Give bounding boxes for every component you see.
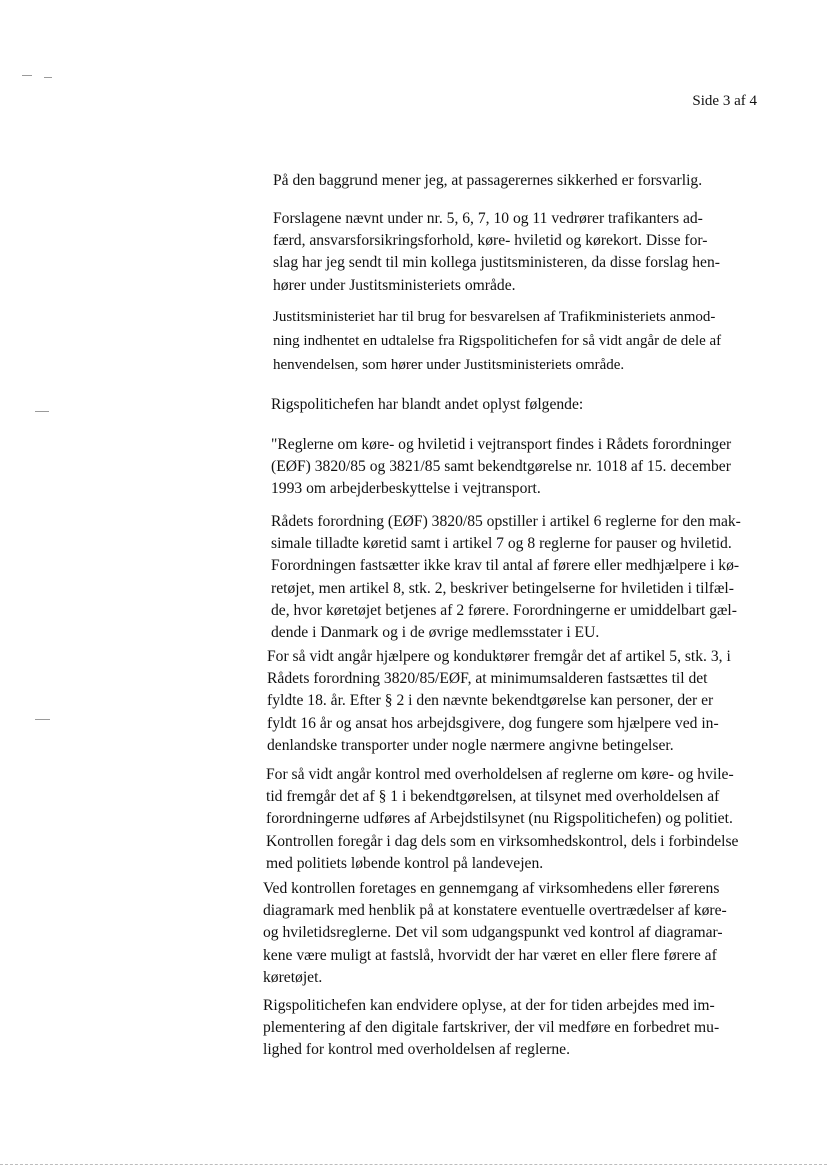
text-line: tid fremgår det af § 1 i bekendtgørelsen, at tilsynet med overholdelsen af [266, 788, 720, 806]
text-line: og hviletidsreglerne. Det vil som udgangspunkt ved kontrol af diagramar- [263, 924, 723, 942]
paragraph-control [266, 764, 738, 875]
text-line: plementering af den digitale fartskriver, der vil medføre en forbedret mu- [263, 1019, 720, 1037]
paragraph-ministry-statement [273, 305, 721, 377]
paragraph-inspection [263, 878, 727, 989]
text-line: (EØF) 3820/85 og 3821/85 samt bekendtgørelse nr. 1018 af 15. december [271, 458, 731, 476]
text-line: Kontrollen foregår i dag dels som en virksomhedskontrol, dels i forbindelse [266, 832, 739, 850]
text-line: forordningerne udføres af Arbejdstilsynet (nu Rigspolitichefen) og politiet. [266, 810, 733, 828]
text-line: simale tilladte køretid samt i artikel 7 og 8 reglerne for pauser og hviletid. [271, 535, 732, 553]
text-line: Forslagene nævnt under nr. 5, 6, 7, 10 og 11 vedrører trafikanters ad- [273, 210, 703, 227]
text-line: På den baggrund mener jeg, at passagerernes sikkerhed er forsvarlig. [273, 172, 703, 189]
text-line: For så vidt angår kontrol med overholdelsen af reglerne om køre- og hvile- [266, 766, 734, 783]
paragraph-helpers-conductors [267, 646, 731, 757]
text-line: ning indhentet en udtalelse fra Rigspolitichefen for så vidt angår de dele af [273, 333, 722, 349]
text-line: denlandske transporter under nogle nærmere angivne betingelser. [267, 736, 674, 754]
text-line: fyldte 18. år. Efter § 2 i den nævnte bekendtgørelse kan personer, der er [267, 692, 714, 710]
text-line: slag har jeg sendt til min kollega justitsministeren, da disse forslag hen- [273, 254, 720, 272]
text-line: retøjet, men artikel 8, stk. 2, beskriver betingelserne for hviletiden i tilfæl- [271, 579, 734, 597]
page-bottom-edge [0, 1164, 827, 1165]
text-line: kene være muligt at fastslå, hvorvidt der har været en eller flere førere af [263, 946, 717, 964]
paragraph-council-regulation [271, 511, 741, 644]
paragraph-intro-quote [271, 394, 583, 416]
paragraph-forwarded-proposals [273, 208, 720, 297]
paragraph-conclusion [273, 170, 702, 192]
text-line: køretøjet. [263, 968, 323, 986]
text-line: Rigspolitichefen kan endvidere oplyse, at der for tiden arbejdes med im- [263, 997, 715, 1014]
text-line: med politiets løbende kontrol på landevejen. [266, 854, 544, 872]
text-line: lighed for kontrol med overholdelsen af reglerne. [263, 1041, 571, 1059]
text-line: Rigspolitichefen har blandt andet oplyst følgende: [271, 396, 584, 413]
scan-mark [35, 719, 50, 720]
text-line: Justitsministeriet har til brug for besvarelsen af Trafikministeriets anmod- [273, 309, 716, 325]
text-line: Rådets forordning (EØF) 3820/85 opstiller i artikel 6 reglerne for den mak- [271, 513, 741, 530]
scan-mark [22, 75, 32, 76]
text-line: Ved kontrollen foretages en gennemgang af virksomhedens eller førerens [263, 880, 720, 897]
text-line: diagramark med henblik på at konstatere eventuelle overtrædelser af køre- [263, 902, 727, 920]
text-line: de, hvor køretøjet betjenes af 2 førere. Forordningerne er umiddelbart gæl- [271, 601, 737, 619]
text-line: fyldt 16 år og ansat hos arbejdsgivere, dog fungere som hjælpere ved in- [267, 714, 719, 732]
paragraph-digital-tachograph [263, 995, 719, 1062]
text-line: henvendelsen, som hører under Justitsministeriets område. [273, 357, 625, 373]
text-line: Forordningen fastsætter ikke krav til antal af førere eller medhjælpere i kø- [271, 557, 740, 575]
paragraph-regulations [271, 434, 731, 501]
scan-mark [35, 411, 49, 412]
text-line: "Reglerne om køre- og hviletid i vejtransport findes i Rådets forordninger [271, 436, 732, 453]
text-line: Rådets forordning 3820/85/EØF, at minimumsalderen fastsættes til det [267, 670, 708, 688]
text-line: dende i Danmark og i de øvrige medlemsstater i EU. [271, 624, 600, 642]
text-line: For så vidt angår hjælpere og konduktører fremgår det af artikel 5, stk. 3, i [267, 648, 731, 665]
text-line: hører under Justitsministeriets område. [273, 276, 516, 294]
page-number: Side 3 af 4 [692, 93, 757, 109]
scan-mark [44, 77, 52, 78]
text-line: 1993 om arbejderbeskyttelse i vejtransport. [271, 480, 541, 498]
text-line: færd, ansvarsforsikringsforhold, køre- hviletid og kørekort. Disse for- [273, 232, 708, 250]
